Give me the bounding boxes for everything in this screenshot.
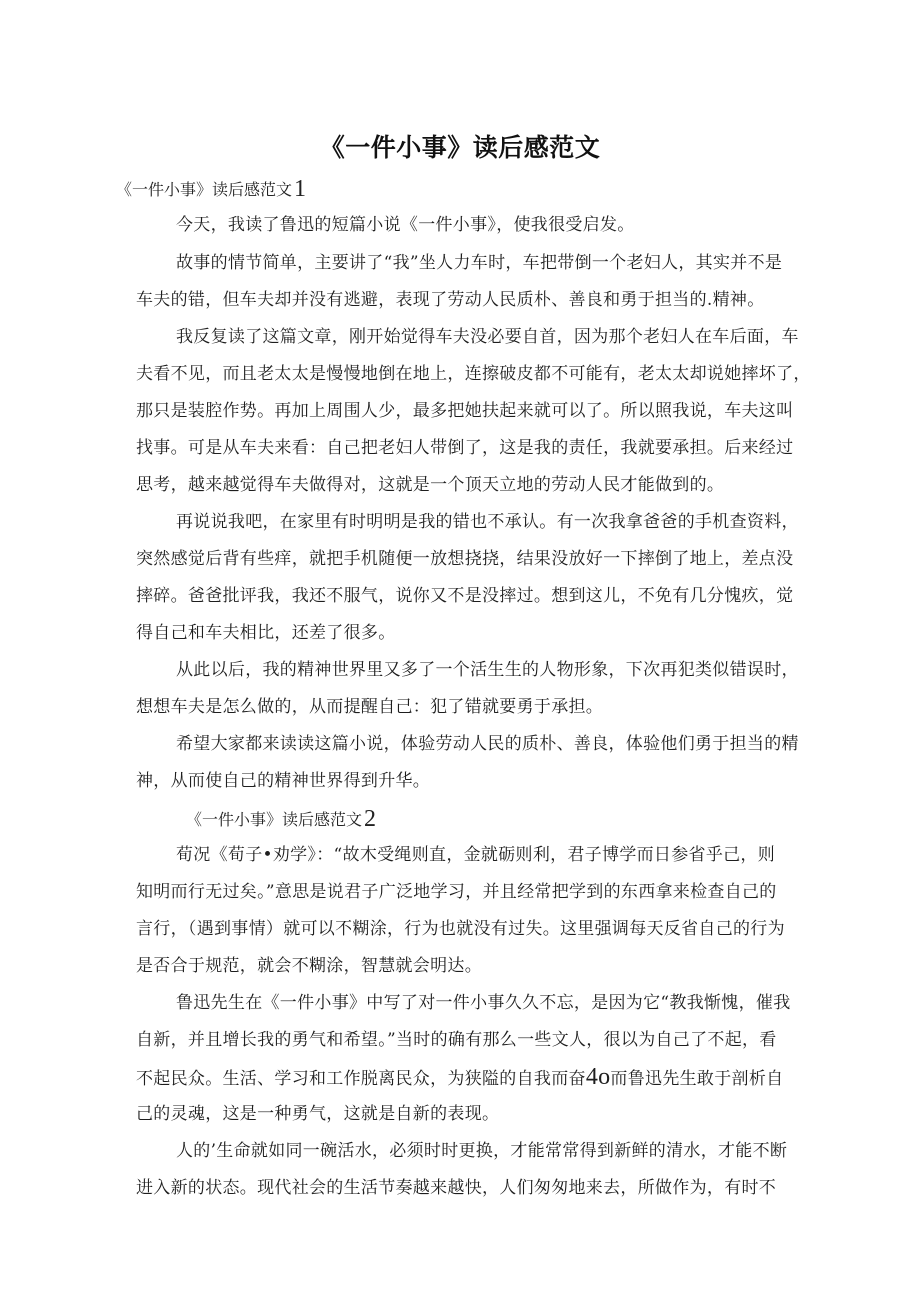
- text-line: 言行，（遇到事情）就可以不糊涂，行为也就没有过失。这里强调每天反省自己的行为: [136, 919, 785, 939]
- text-line: 己的灵魂，这是一种勇气，这就是自新的表现。: [136, 1104, 500, 1124]
- text-line: 今天，我读了鲁迅的短篇小说《一件小事》，使我很受启发。: [176, 215, 635, 235]
- inline-number: 4o: [585, 1064, 611, 1090]
- text-line: 人的’生命就如同一碗活水，必须时时更换，才能常常得到新鲜的清水，才能不断: [176, 1141, 788, 1161]
- text-line: 鲁迅先生在《一件小事》中写了对一件小事久久不忘，是因为它“教我惭愧，催我: [176, 993, 791, 1013]
- text-line: 荀况《荀子•劝学》：“故木受绳则直，金就砺则利，君子博学而日参省乎己，则: [176, 845, 776, 865]
- section-number: 1: [294, 176, 307, 202]
- text-line: 车夫的错，但车夫却并没有逃避，表现了劳动人民质朴、善良和勇于担当的.精神。: [136, 290, 765, 310]
- text-line: 是否合于规范，就会不糊涂，智慧就会明达。: [136, 956, 482, 976]
- text-line: 夫看不见，而且老太太是慢慢地倒在地上，连擦破皮都不可能有，老太太却说她摔坏了，: [136, 364, 811, 384]
- text-line: 进入新的状态。现代社会的生活节奏越来越快，人们匆匆地来去，所做作为，有时不: [136, 1178, 777, 1198]
- text-line: 思考，越来越觉得车夫做得对，这就是一个顶天立地的劳动人民才能做到的。: [136, 475, 725, 495]
- document-title: 《一件小事》读后感范文: [319, 133, 601, 162]
- text-line: 摔碎。爸爸批评我，我还不服气，说你又不是没摔过。想到这儿，不免有几分愧疚，觉: [136, 586, 794, 606]
- text-line: 找事。可是从车夫来看：自己把老妇人带倒了，这是我的责任，我就要承担。后来经过: [136, 438, 794, 458]
- text-line: 再说说我吧，在家里有时明明是我的错也不承认。有一次我拿爸爸的手机查资料，: [176, 512, 799, 532]
- text-line: 那只是装腔作势。再加上周围人少，最多把她扶起来就可以了。所以照我说，车夫这叫: [136, 401, 794, 421]
- text-line: 神，从而使自己的精神世界得到升华。: [136, 771, 431, 791]
- text-line: 自新，并且增长我的勇气和希望。”当时的确有那么一些文人，很以为自己了不起，看: [136, 1030, 777, 1050]
- text-line: 想想车夫是怎么做的，从而提醒自己：犯了错就要勇于承担。: [136, 697, 604, 717]
- section-heading-text: 《一件小事》读后感范文: [116, 180, 293, 199]
- text-line-with-figure: [136, 1065, 783, 1091]
- section-heading-1: [116, 176, 306, 203]
- text-line: 故事的情节简单，主要讲了“我”坐人力车时，车把带倒一个老妇人，其实并不是: [176, 253, 783, 273]
- text-line: 突然感觉后背有些痒，就把手机随便一放想挠挠，结果没放好一下摔倒了地上，差点没: [136, 549, 794, 569]
- text-segment: 不起民众。生活、学习和工作脱离民众，为狭隘的自我而奋: [136, 1069, 586, 1089]
- text-line: 知明而行无过矣。”意思是说君子广泛地学习，并且经常把学到的东西拿来检查自己的: [136, 882, 777, 902]
- section-heading-text: 《一件小事》读后感范文: [186, 810, 363, 829]
- section-number: 2: [364, 806, 377, 832]
- text-line: 从此以后，我的精神世界里又多了一个活生生的人物形象，下次再犯类似错误时，: [176, 660, 799, 680]
- section-heading-2: [186, 806, 376, 833]
- text-line: 我反复读了这篇文章，刚开始觉得车夫没必要自首，因为那个老妇人在车后面，车: [176, 327, 799, 347]
- text-segment: 而鲁迅先生敢于剖析自: [610, 1069, 784, 1089]
- text-line: 得自己和车夫相比，还差了很多。: [136, 623, 396, 643]
- text-line: 希望大家都来读读这篇小说，体验劳动人民的质朴、善良，体验他们勇于担当的精: [176, 734, 799, 754]
